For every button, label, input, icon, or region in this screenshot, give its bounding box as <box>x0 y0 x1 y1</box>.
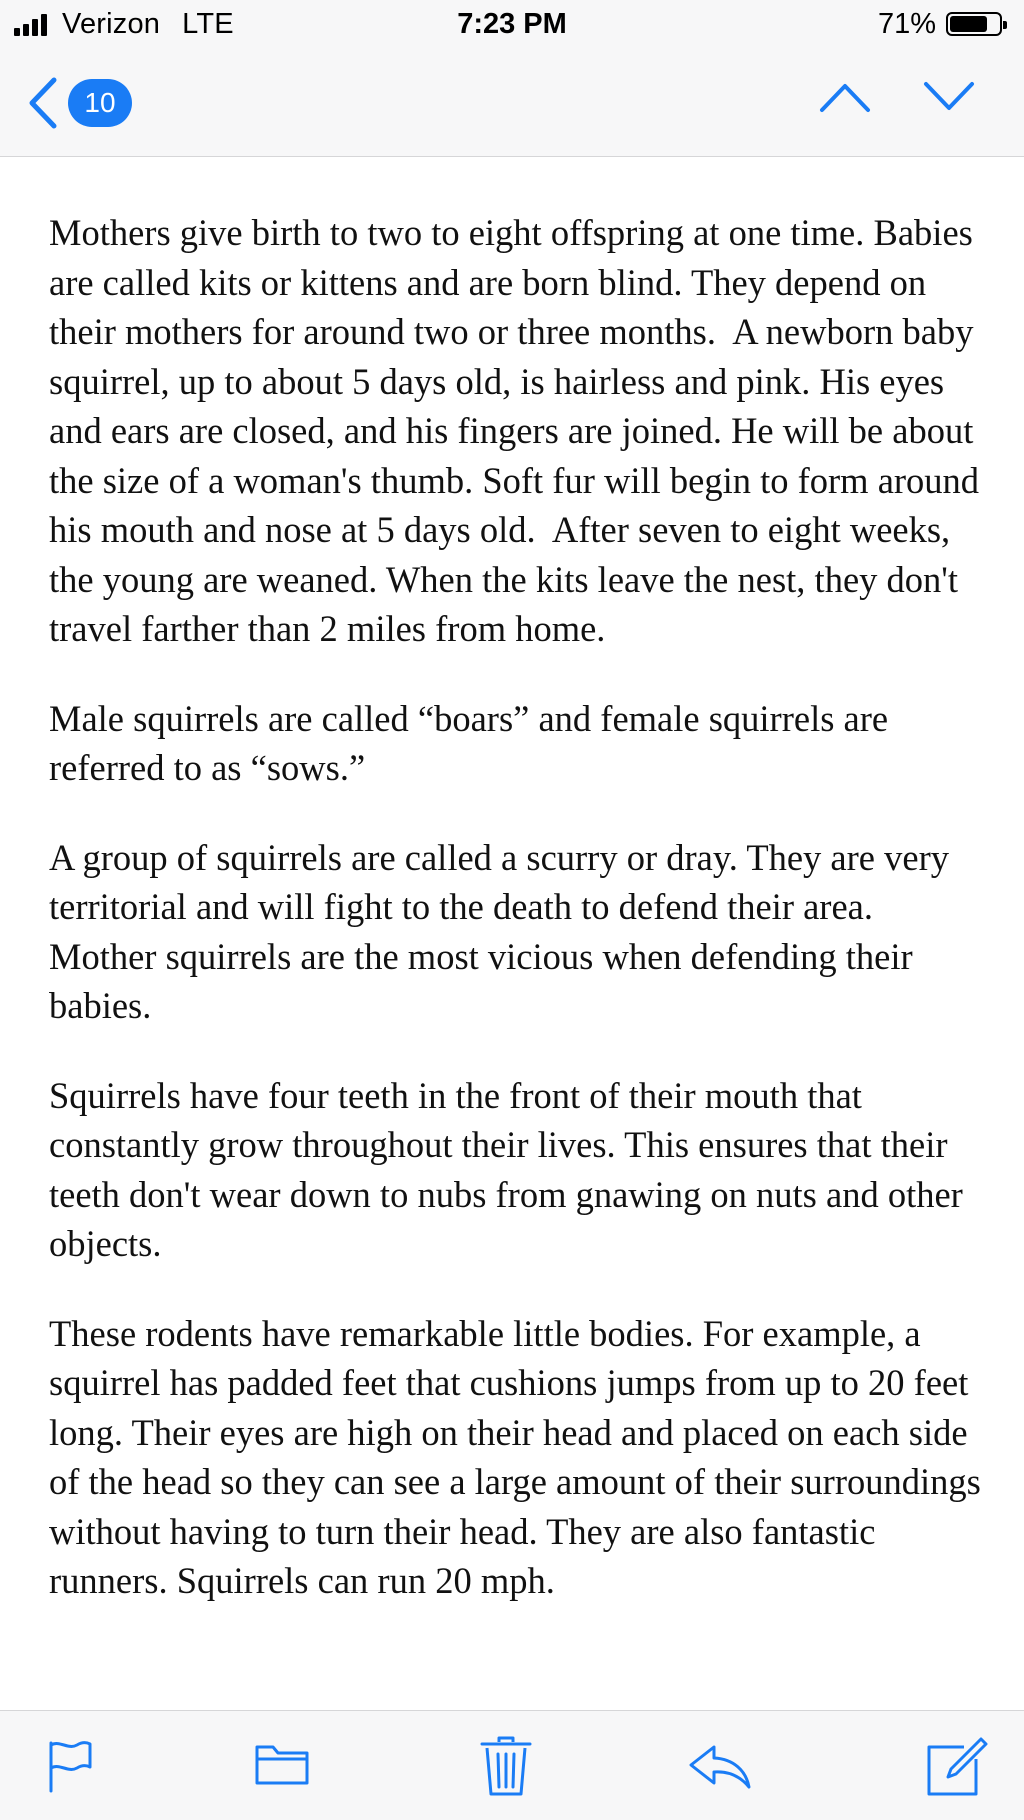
status-time: 7:23 PM <box>457 8 567 40</box>
battery-percent: 71% <box>877 8 936 40</box>
back-button[interactable] <box>26 76 132 130</box>
next-message-button[interactable] <box>922 80 976 119</box>
message-body <box>49 208 989 1646</box>
message-paragraph: These rodents have remarkable little bodies. For example, a squirrel has padded feet that cushions jumps from up to 20 feet long. Their eyes are high on their head and placed on each side of the head so they can see a large amount of their surroundings without having to turn their head. They are also fantastic runners. Squirrels can run 20 mph. <box>49 1312 990 1601</box>
status-bar <box>0 0 1024 52</box>
message-paragraph: Mothers give birth to two to eight offspring at one time. Babies are called kits or kittens and are born blind. They depend on their mothers for around two or three months. A newborn baby squirrel, up to about 5 days old, is hairless and pink. His eyes and ears are closed, and his fingers are joined. He will be about the size of a woman's thumb. Soft fur will begin to form around his mouth and nose at 5 days old. After seven to eight weeks, the young are weaned. When the kits leave the nest, they don't travel farther than 2 miles from home. <box>49 212 989 649</box>
reply-button[interactable] <box>688 1743 752 1791</box>
bottom-toolbar <box>0 1710 1024 1820</box>
chevron-left-icon <box>26 76 58 130</box>
message-nav-bar <box>0 52 1024 157</box>
battery-icon <box>946 12 1002 36</box>
reply-icon <box>688 1743 752 1791</box>
trash-icon <box>480 1735 532 1797</box>
top-bar <box>0 0 1024 157</box>
move-to-folder-button[interactable] <box>254 1739 310 1789</box>
chevron-down-icon <box>922 80 976 114</box>
message-paragraph: A group of squirrels are called a scurry or dray. They are very territorial and will fight to the death to defend their area. Mother squirrels are the most vicious when defending their babies. <box>49 836 959 1026</box>
previous-message-button[interactable] <box>818 80 872 119</box>
flag-icon <box>46 1739 94 1793</box>
chevron-up-icon <box>818 80 872 114</box>
compose-button[interactable] <box>926 1737 988 1797</box>
message-paragraph: Squirrels have four teeth in the front of their mouth that constantly grow throughout their lives. This ensures that their teeth don't wear down to nubs from gnawing on nuts and other objects. <box>49 1074 972 1264</box>
message-paragraph: Male squirrels are called “boars” and female squirrels are referred to as “sows.” <box>49 697 898 788</box>
carrier-name: Verizon <box>62 8 161 40</box>
trash-button[interactable] <box>480 1735 532 1797</box>
folder-icon <box>254 1739 310 1789</box>
network-type: LTE <box>182 8 234 40</box>
flag-button[interactable] <box>46 1739 94 1793</box>
compose-icon <box>926 1737 988 1797</box>
unread-count-badge: 10 <box>68 79 132 127</box>
